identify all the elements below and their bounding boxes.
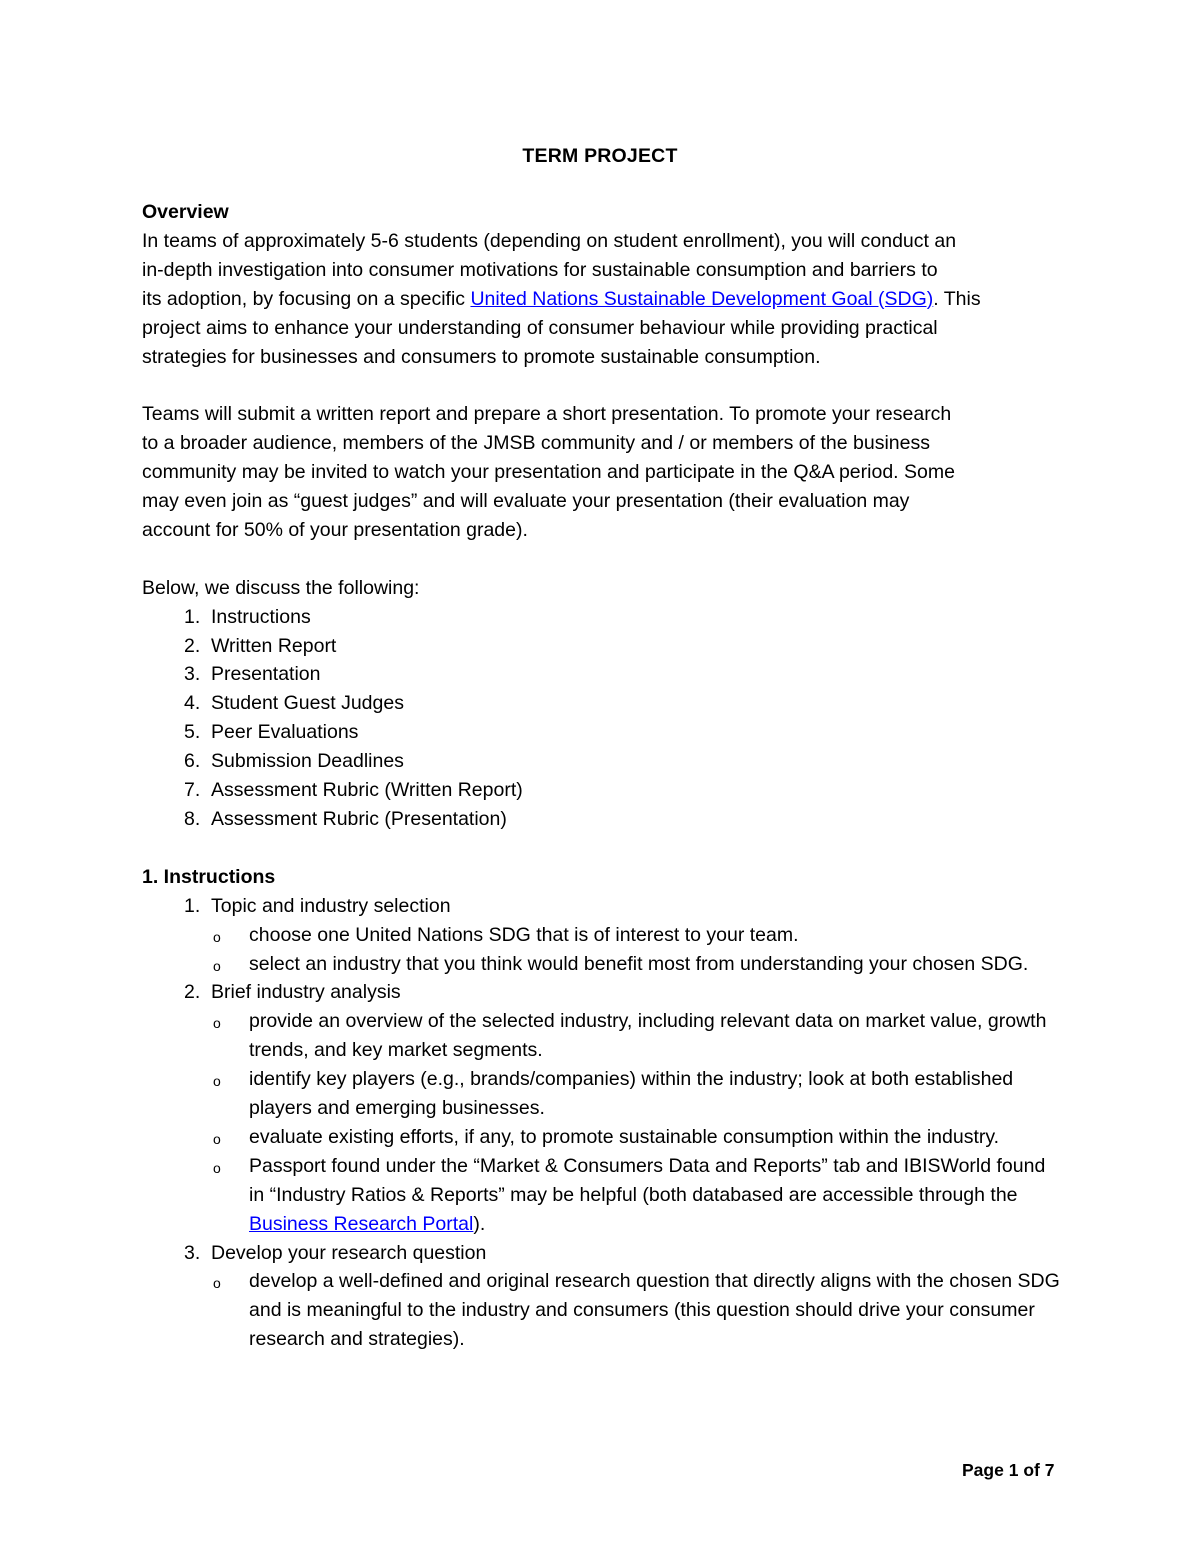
overview-heading: Overview <box>142 201 229 223</box>
instructions-heading: 1. Instructions <box>142 865 276 888</box>
list-number: 8. <box>184 808 201 830</box>
text-line: project aims to enhance your understanding of consumer behaviour while providing practical <box>142 316 938 339</box>
bullet-item <box>142 1123 1062 1152</box>
instruction-step <box>142 1239 1062 1268</box>
toc-item-label: Assessment Rubric (Presentation) <box>211 808 507 830</box>
step-label: Topic and industry selection <box>211 894 451 917</box>
list-number: 3. <box>184 663 201 686</box>
list-number: 6. <box>184 750 201 773</box>
toc-item <box>142 689 1062 718</box>
list-number: 1. <box>184 605 201 628</box>
step-label: Develop your research question <box>211 1241 487 1264</box>
bullet-text-with-link <box>249 1152 1062 1239</box>
bullet-circle-icon: o <box>213 1073 221 1090</box>
text-line: Teams will submit a written report and prepare a short presentation. To promote your research <box>142 403 952 426</box>
list-number: 2. <box>184 634 201 657</box>
step-bullets <box>142 921 1062 979</box>
page-label: Page <box>962 1460 1004 1480</box>
text-line: community may be invited to watch your presentation and participate in the Q&A period. Some <box>142 461 955 484</box>
text-line: strategies for businesses and consumers to promote sustainable consumption. <box>142 345 821 368</box>
bullet-circle-icon: o <box>213 1159 221 1176</box>
text-line: In teams of approximately 5-6 students (depending on student enrollment), you will conduct an <box>142 229 957 252</box>
bullet-circle-icon: o <box>213 1275 221 1292</box>
text-line: in-depth investigation into consumer motivations for sustainable consumption and barriers to <box>142 258 938 281</box>
business-research-portal-link[interactable]: Business Research Portal <box>249 1212 474 1235</box>
bullet-text: identify key players (e.g., brands/companies) within the industry; look at both established players and emerging businesses. <box>249 1068 1014 1120</box>
spacer <box>142 545 1062 574</box>
bullet-text: develop a well-defined and original research question that directly aligns with the chosen SDG and is meaningful to the industry and consumers (this question should drive your consumer research and strategies). <box>249 1270 1060 1351</box>
toc-item <box>142 718 1062 747</box>
toc-item-label: Peer Evaluations <box>211 721 359 744</box>
spacer <box>142 371 1062 400</box>
bullet-text: choose one United Nations SDG that is of interest to your team. <box>249 923 799 946</box>
text-line: to a broader audience, members of the JMSB community and / or members of the business <box>142 432 930 455</box>
text-segment: . This <box>933 287 981 310</box>
bullet-item <box>142 1065 1062 1123</box>
text-line: account for 50% of your presentation grade). <box>142 518 528 541</box>
toc-item-label: Instructions <box>211 605 311 628</box>
bullet-text: select an industry that you think would benefit most from understanding your chosen SDG. <box>249 952 1029 975</box>
bullet-circle-icon: o <box>213 928 221 945</box>
step-label: Brief industry analysis <box>211 981 401 1004</box>
bullet-item <box>142 921 1062 950</box>
toc-item-label: Written Report <box>211 634 337 657</box>
toc-item <box>142 603 1062 632</box>
bullet-item <box>142 1007 1062 1065</box>
bullet-item <box>142 1152 1062 1239</box>
text-segment: Passport found under the “Market & Consumers Data and Reports” tab and IBISWorld found in “Industry Ratios & Reports” may be helpful (both databased are accessible through the <box>249 1154 1046 1206</box>
bullet-text: provide an overview of the selected industry, including relevant data on market value, growth trends, and key market segments. <box>249 1010 1047 1062</box>
document-body <box>142 198 1062 1354</box>
instructions-list <box>142 892 1062 1355</box>
bullet-circle-icon: o <box>213 957 221 974</box>
spacer <box>142 834 1062 863</box>
sdg-link[interactable]: United Nations Sustainable Development Goal (SDG) <box>470 287 934 310</box>
toc-item-label: Submission Deadlines <box>211 750 404 773</box>
list-number: 4. <box>184 692 201 715</box>
list-number: 5. <box>184 721 201 744</box>
bullet-circle-icon: o <box>213 1130 221 1147</box>
page-total: 7 <box>1044 1460 1055 1480</box>
page-current: 1 <box>1008 1460 1019 1480</box>
list-number: 2. <box>184 981 201 1004</box>
bullet-text: evaluate existing efforts, if any, to promote sustainable consumption within the industry. <box>249 1125 1000 1148</box>
bullet-item <box>142 950 1062 979</box>
text-segment: ). <box>473 1212 486 1235</box>
step-bullets <box>142 1007 1062 1238</box>
text-segment: its adoption, by focusing on a specific <box>142 287 471 310</box>
toc-intro: Below, we discuss the following: <box>142 576 420 599</box>
toc-list <box>142 603 1062 834</box>
toc-item <box>142 747 1062 776</box>
bullet-circle-icon: o <box>213 1015 221 1032</box>
toc-item <box>142 776 1062 805</box>
instruction-step <box>142 978 1062 1007</box>
toc-item-label: Assessment Rubric (Written Report) <box>211 779 523 802</box>
toc-item-label: Presentation <box>211 663 321 686</box>
page-title: TERM PROJECT <box>522 145 678 167</box>
page-number <box>962 1460 1054 1481</box>
overview-paragraph-2 <box>142 400 1062 545</box>
toc-item-label: Student Guest Judges <box>211 692 404 715</box>
overview-paragraph-1 <box>142 227 1062 372</box>
toc-item <box>142 632 1062 661</box>
bullet-item <box>142 1267 1062 1354</box>
list-number: 3. <box>184 1241 201 1264</box>
step-bullets <box>142 1267 1062 1354</box>
toc-item <box>142 805 1062 834</box>
page-of-label: of <box>1023 1460 1040 1480</box>
text-line-with-link <box>142 285 1062 314</box>
list-number: 7. <box>184 779 201 802</box>
list-number: 1. <box>184 894 201 917</box>
text-line: may even join as “guest judges” and will evaluate your presentation (their evaluation may <box>142 490 910 513</box>
instruction-step <box>142 892 1062 921</box>
toc-item <box>142 660 1062 689</box>
